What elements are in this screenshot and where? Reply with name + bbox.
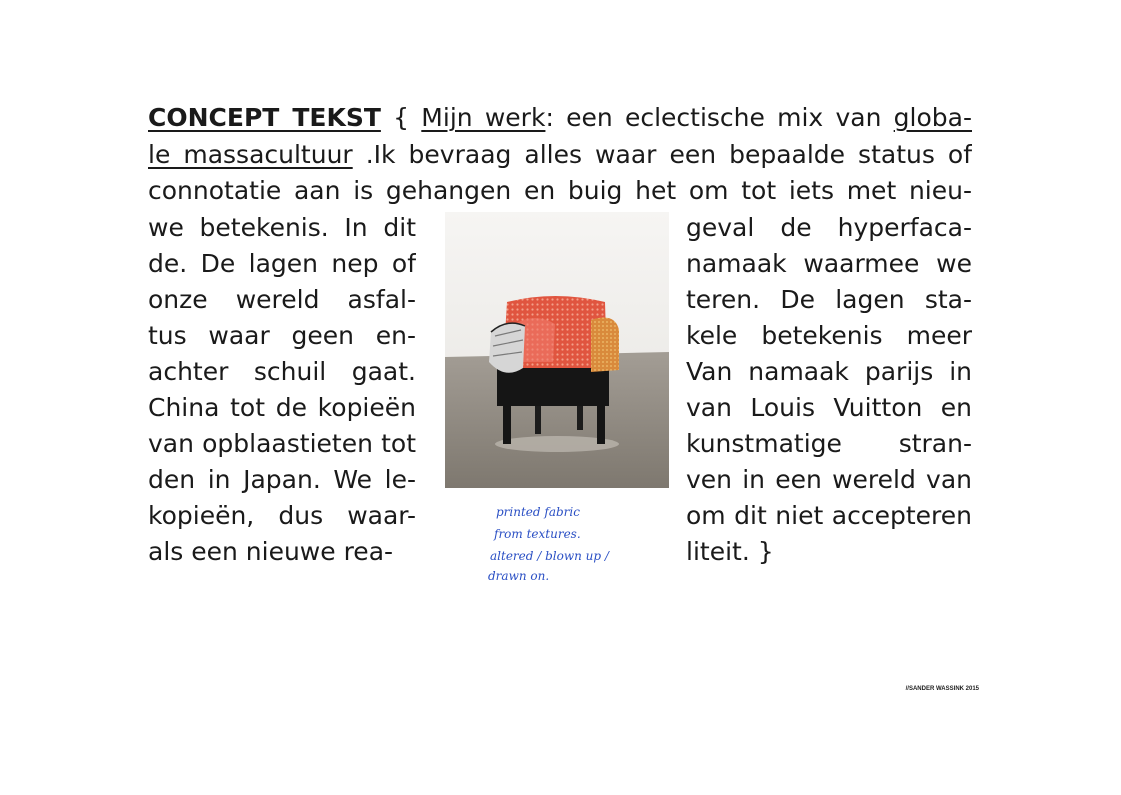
- handwritten-note: [480, 500, 630, 590]
- right-line: kele betekenis meer: [686, 321, 972, 350]
- credit-text: //SANDER WASSINK 2015: [905, 686, 979, 692]
- note-line: printed fabric: [496, 505, 580, 519]
- right-line: ven in een wereld van: [686, 465, 972, 494]
- left-line: kopieën, dus waar-: [148, 501, 416, 530]
- artwork-photo: [445, 212, 669, 488]
- right-line: Van namaak parijs in: [686, 357, 972, 386]
- massacultuur-word: le massacultuur: [148, 140, 353, 169]
- intro-text: : een eclectische mix van: [545, 103, 894, 132]
- left-line: van opblaastieten tot: [148, 429, 416, 458]
- text-line-3: connotatie aan is gehangen en buig het om tot iets met nieu-: [148, 176, 972, 205]
- left-line: de. De lagen nep of: [148, 249, 416, 278]
- line-2-rest: .Ik bevraag alles waar een bepaalde status of: [352, 140, 972, 169]
- globale-word: globa-: [893, 103, 972, 132]
- right-line: geval de hyperfaca-: [686, 213, 972, 242]
- right-line: liteit. }: [686, 537, 774, 566]
- left-line: achter schuil gaat.: [148, 357, 416, 386]
- right-line: namaak waarmee we: [686, 249, 972, 278]
- right-line: van Louis Vuitton en: [686, 393, 972, 422]
- heading-line: [148, 100, 972, 136]
- note-line: drawn on.: [488, 569, 550, 583]
- left-line: China tot de kopieën: [148, 393, 416, 422]
- left-line: tus waar geen en-: [148, 321, 416, 350]
- brace-open: {: [393, 103, 422, 132]
- right-line: kunstmatige stran-: [686, 429, 972, 458]
- left-line: we betekenis. In dit: [148, 213, 416, 242]
- chair-leg: [597, 402, 605, 444]
- page-title: CONCEPT TEKST: [148, 103, 381, 132]
- note-line: from textures.: [494, 527, 581, 541]
- right-line: om dit niet accepteren: [686, 501, 972, 530]
- note-line: altered / blown up /: [490, 549, 609, 563]
- left-line: onze wereld asfal-: [148, 285, 416, 314]
- mijn-werk-label: Mijn werk: [421, 103, 546, 132]
- right-line: teren. De lagen sta-: [686, 285, 972, 314]
- left-line: als een nieuwe rea-: [148, 537, 394, 566]
- chair-armrest-orange: [591, 318, 619, 372]
- left-line: den in Japan. We le-: [148, 465, 416, 494]
- text-line-2: [148, 137, 972, 173]
- chair-leg: [503, 402, 511, 444]
